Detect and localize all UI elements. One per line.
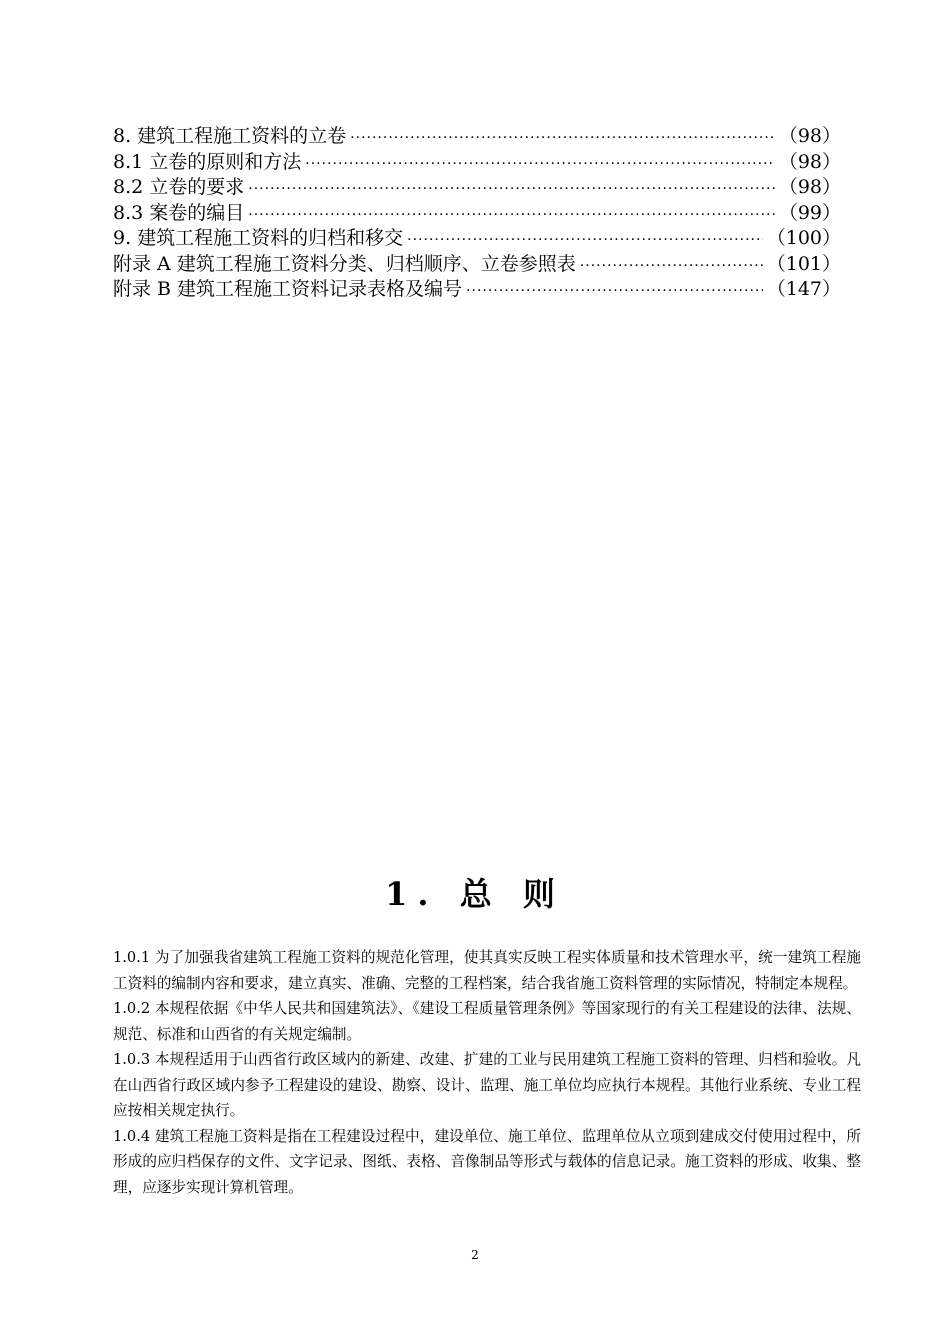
toc-entry-title: 8.2 立卷的要求 (113, 176, 245, 198)
paragraph: 1.0.4 建筑工程施工资料是指在工程建设过程中，建设单位、施工单位、监理单位从立项到建成交付使用过程中，所形成的应归档保存的文件、文字记录、图纸、表格、音像制品等形式与载体的信息记录。施工资料的形成、收集、整理，应逐步实现计算机管理。 (113, 1127, 861, 1196)
toc-dot-leader (466, 279, 763, 305)
toc-entry[interactable] (113, 150, 841, 176)
toc-dot-leader (248, 177, 775, 203)
toc-entry-title: 8.1 立卷的原则和方法 (113, 150, 302, 173)
toc-entry-page: （100） (766, 227, 841, 249)
paragraph: 1.0.2 本规程依据《中华人民共和国建筑法》、《建设工程质量管理条例》等国家现行的有关工程建设的法律、法规、规范、标准和山西省的有关规定编制。 (113, 1000, 861, 1043)
toc-entry-title: 附录 B 建筑工程施工资料记录表格及编号 (113, 278, 463, 300)
toc-dot-leader (580, 254, 763, 280)
table-of-contents (113, 124, 841, 303)
paragraph: 1.0.3 本规程适用于山西省行政区域内的新建、改建、扩建的工业与民用建筑工程施工资料的管理、归档和验收。凡在山西省行政区域内参予工程建设的建设、勘察、设计、监理、施工单位均应执行本规程。其他行业系统、专业工程应按相关规定执行。 (113, 1051, 861, 1119)
toc-entry[interactable] (113, 226, 841, 252)
toc-entry-title: 9. 建筑工程施工资料的归档和移交 (113, 227, 404, 249)
section-title: 1. 总 则 (385, 875, 565, 913)
toc-entry-title: 8. 建筑工程施工资料的立卷 (113, 125, 347, 147)
toc-entry-page: （101） (766, 252, 841, 275)
toc-entry[interactable] (113, 252, 841, 278)
toc-entry-title: 附录 A 建筑工程施工资料分类、归档顺序、立卷参照表 (113, 252, 576, 275)
toc-entry-page: （98） (778, 150, 841, 173)
toc-entry-page: （98） (778, 125, 841, 147)
toc-dot-leader (350, 126, 775, 152)
toc-dot-leader (248, 203, 775, 229)
toc-entry[interactable] (113, 201, 841, 227)
toc-entry-page: （98） (778, 176, 841, 198)
toc-entry[interactable] (113, 175, 841, 201)
toc-entry-page: （99） (778, 201, 841, 224)
toc-dot-leader (407, 228, 763, 254)
toc-entry-page: （147） (766, 278, 841, 300)
paragraph: 1.0.1 为了加强我省建筑工程施工资料的规范化管理，使其真实反映工程实体质量和技术管理水平，统一建筑工程施工资料的编制内容和要求，建立真实、准确、完整的工程档案，结合我省施工资料管理的实际情况，特制定本规程。 (113, 949, 861, 992)
section-body (113, 945, 861, 1200)
toc-entry-title: 8.3 案卷的编目 (113, 201, 245, 224)
page-number: 2 (471, 1248, 479, 1262)
toc-dot-leader (305, 152, 775, 178)
toc-entry[interactable] (113, 277, 841, 303)
toc-entry[interactable] (113, 124, 841, 150)
